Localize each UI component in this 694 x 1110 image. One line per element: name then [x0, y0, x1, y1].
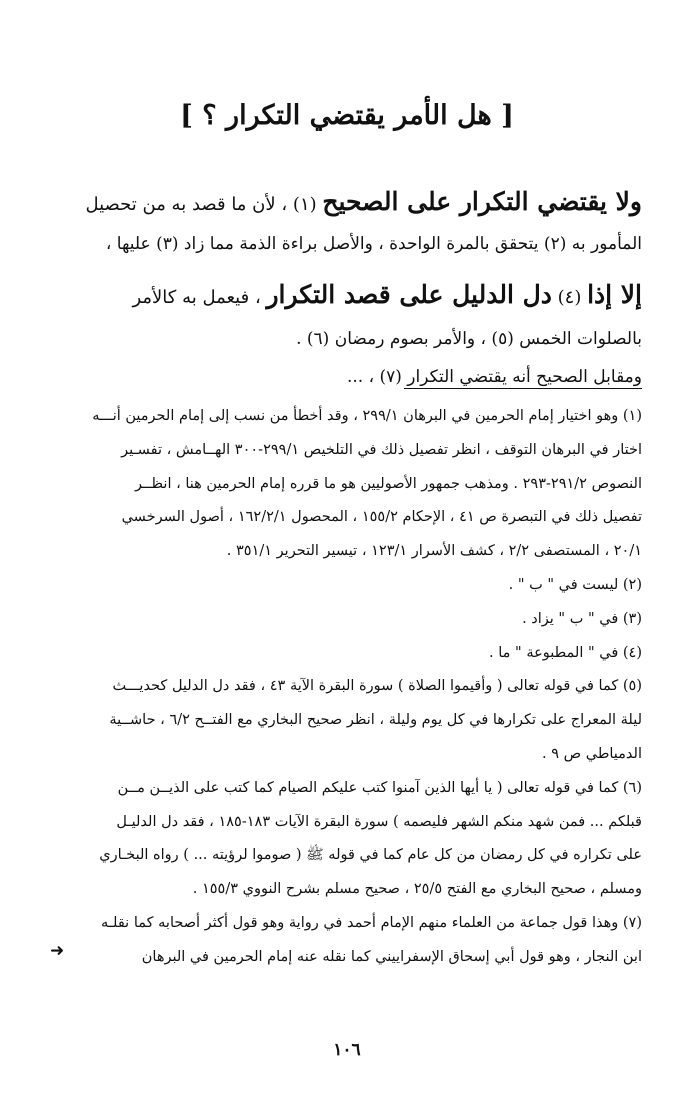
footnote-line: (٣) في " ب " يزاد .: [522, 610, 642, 627]
footnote-line: ليلة المعراج على تكرارها في كل يوم وليلة ، انظر صحيح البخاري مع الفتــح ٦/٢ ، حاشــية: [109, 712, 642, 729]
main-line-2: المأمور به (٢) يتحقق بالمرة الواحدة ، والأصل براءة الذمة مما زاد (٣) عليها ،: [105, 234, 642, 254]
continuation-arrow-icon: ➜: [50, 940, 65, 961]
main-line-1-rest: (١) ، لأن ما قصد به من تحصيل: [85, 194, 323, 215]
main-line-3-rest: ، فيعمل به كالأمر: [132, 287, 267, 308]
main-line-3: [52, 270, 642, 320]
footnote-line: اختار في البرهان التوقف ، انظر تفصيل ذلك في التلخيص ٢٩٩/١-٣٠٠ الهــامش ، تفسـير: [121, 441, 642, 458]
footnote-divider: [404, 388, 642, 389]
footnote-line: (٢) ليست في " ب " .: [508, 576, 642, 593]
footnote-line: قبلكم ... فمن شهد منكم الشهر فليصمه ) سورة البقرة الآيات ١٨٣-١٨٥ ، فقد دل الدليـل: [116, 813, 642, 830]
main-line-1: [52, 180, 642, 224]
main-line-3-bold-a: إلا إذا: [587, 280, 642, 309]
footnote-line: على تكراره في كل رمضان من كل عام كما في قوله ﷺ ( صوموا لرؤيته ... ) رواه البخـاري: [99, 847, 642, 864]
footnote-line: تفصيل ذلك في التبصرة ص ٤١ ، الإحكام ١٥٥/٢ ، المحصول ١٦٢/٢/١ ، أصول السرخسي: [121, 509, 642, 526]
page-number: ١٠٦: [333, 1040, 361, 1060]
main-line-5: ومقابل الصحيح أنه يقتضي التكرار (٧) ، ...: [346, 367, 642, 387]
footnote-line: (٤) في " المطبوعة " ما .: [489, 644, 642, 661]
footnote-line: (١) وهو اختيار إمام الحرمين في البرهان ٢٩٩/١ ، وقد أخطأ من نسب إلى إمام الحرمين أنـــه: [92, 408, 642, 424]
footnotes: [50, 400, 642, 975]
footnote-line: (٥) كما في قوله تعالى ( وأقيموا الصلاة ) سورة البقرة الآية ٤٣ ، فقد دل الدليل كحديـــث: [112, 678, 642, 695]
footnote-line: الدمياطي ص ٩ .: [541, 745, 642, 762]
footnote-line: النصوص ٢٩١/٢-٢٩٣ . ومذهب جمهور الأصوليين هو ما قرره إمام الحرمين هنا ، انظــر: [135, 475, 642, 492]
footnote-line: (٦) كما في قوله تعالى ( يا أيها الذين آمنوا كتب عليكم الصيام كما كتب على الذيــن مــن: [117, 779, 642, 796]
footnote-last-line: [50, 941, 642, 975]
section-heading: [ هل الأمر يقتضي التكرار ؟ ]: [180, 100, 514, 131]
main-line-3-mid: (٤): [551, 287, 588, 308]
footnote-line: ابن النجار ، وهو قول أبي إسحاق الإسفراييني كما نقله عنه إمام الحرمين في البرهان: [141, 948, 642, 965]
main-line-4: بالصلوات الخمس (٥) ، والأمر بصوم رمضان (٦) .: [296, 329, 642, 349]
footnote-line: ومسلم ، صحيح البخاري مع الفتح ٢٥/٥ ، صحيح مسلم بشرح النووي ١٥٥/٣ .: [192, 881, 642, 898]
footnote-line: ٢٠/١ ، المستصفى ٢/٢ ، كشف الأسرار ١٢٣/١ ، تيسير التحرير ٣٥١/١ .: [226, 543, 642, 560]
main-line-1-bold: ولا يقتضي التكرار على الصحيح: [322, 187, 642, 216]
footnote-line: (٧) وهذا قول جماعة من العلماء منهم الإمام أحمد في رواية وهو قول أكثر أصحابه كما نقلـه: [101, 914, 642, 931]
main-text: [52, 180, 642, 396]
main-line-3-bold-b: دل الدليل على قصد التكرار: [266, 280, 552, 309]
